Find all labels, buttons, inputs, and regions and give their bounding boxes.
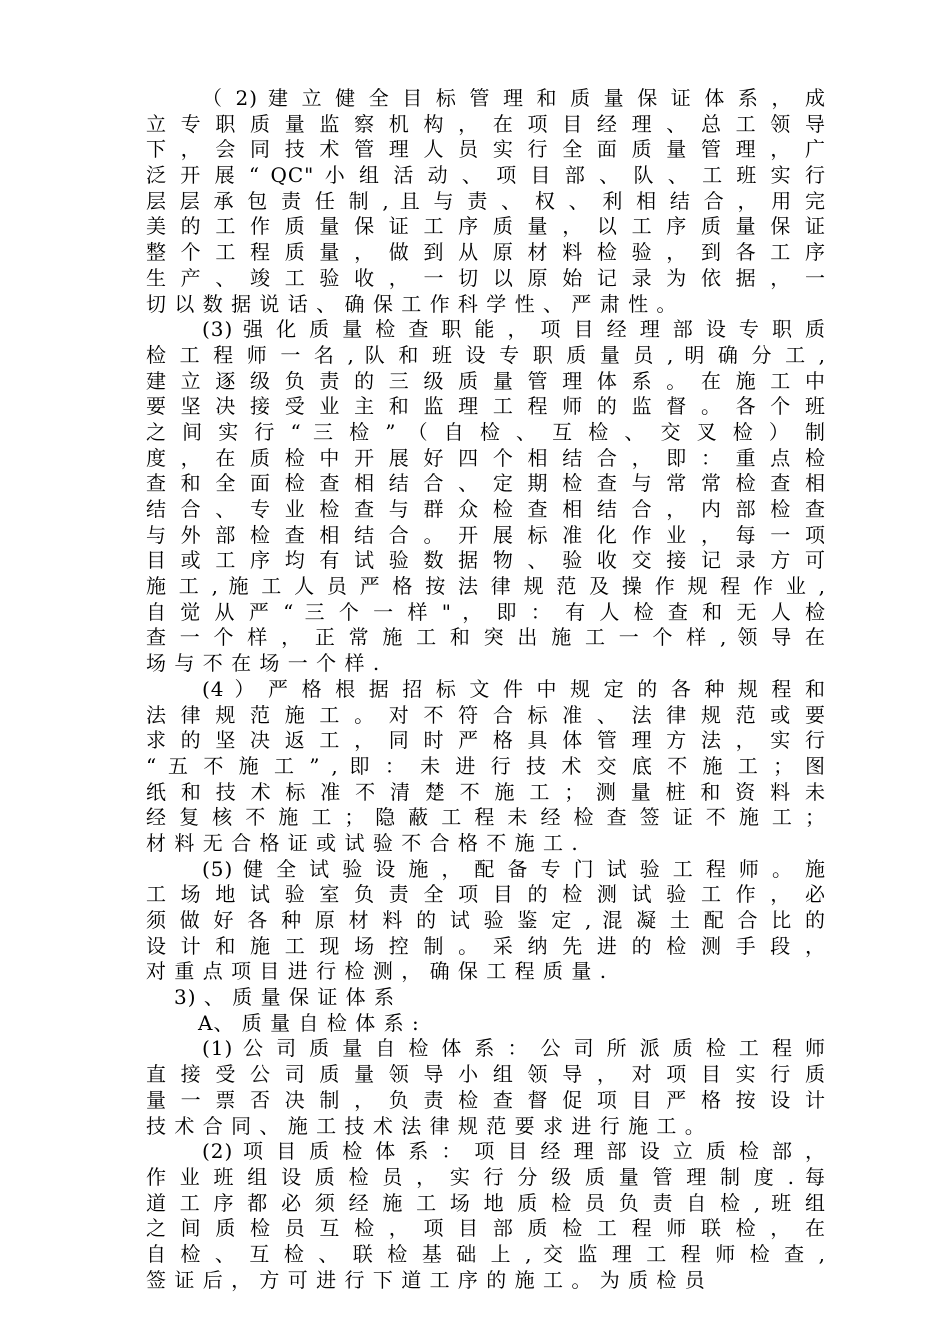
text-line: 求 的 坚 决 返 工 ， 同 时 严 格 具 体 管 理 方 法 ， 实 行 [146,728,826,753]
text-line: (2) 项 目 质 检 体 系 ： 项 目 经 理 部 设 立 质 检 部 ， [202,1139,826,1164]
text-line: 查 和 全 面 检 查 相 结 合 、 定 期 检 查 与 常 常 检 查 相 [146,471,826,496]
text-line: 工 场 地 试 验 室 负 责 全 项 目 的 检 测 试 验 工 作 ， 必 [146,882,826,907]
text-line: 须 做 好 各 种 原 材 料 的 试 验 鉴 定 , 混 凝 土 配 合 比 的 [146,908,826,932]
text-line: 目 或 工 序 均 有 试 验 数 据 物 、 验 收 交 接 记 录 方 可 [146,548,826,573]
paragraph [146,1139,826,1293]
text-line: 切 以 数 据 说 话 、 确 保 工 作 科 学 性 、 严 肃 性 。 [146,291,678,316]
text-line: 施 工 , 施 工 人 员 严 格 按 法 律 规 范 及 操 作 规 程 作 业 , [146,574,826,599]
text-line: 法 律 规 范 施 工 。 对 不 符 合 标 准 、 法 律 规 范 或 要 [146,702,826,727]
text-line: 签 证 后 ， 方 可 进 行 下 道 工 序 的 施 工 。 为 质 检 员 [146,1267,706,1292]
text-line: 查 一 个 样 ， 正 常 施 工 和 突 出 施 工 一 个 样 , 领 导 在 [146,625,826,650]
paragraph [146,1036,826,1139]
paragraph [146,985,826,1011]
text-line: 结 合 、 专 业 检 查 与 群 众 检 查 相 结 合 ， 内 部 检 查 [146,497,826,521]
text-line: “ 五 不 施 工 ” , 即 ： 未 进 行 技 术 交 底 不 施 工 ； 图 [146,753,826,778]
text-line: 检 工 程 师 一 名 , 队 和 班 设 专 职 质 量 员 , 明 确 分 工 , [146,342,826,367]
text-line: (4 ） 严 格 根 据 招 标 文 件 中 规 定 的 各 种 规 程 和 [202,676,826,701]
paragraph [146,857,826,985]
text-line: 下 ， 会 同 技 术 管 理 人 员 实 行 全 面 质 量 管 理 ， 广 [146,137,826,162]
text-line: 要 坚 决 接 受 业 主 和 监 理 工 程 师 的 监 督 。 各 个 班 [146,394,826,419]
text-line: 层 层 承 包 责 任 制 , 且 与 责 、 权 、 利 相 结 合 ， 用 完 [146,188,826,213]
text-line: 直 接 受 公 司 质 量 领 导 小 组 领 导 ， 对 项 目 实 行 质 [146,1062,826,1087]
text-line: 经 复 核 不 施 工 ； 隐 蔽 工 程 未 经 检 查 签 证 不 施 工 ； [146,805,826,830]
text-line: 量 一 票 否 决 制 ， 负 责 检 查 督 促 项 目 严 格 按 设 计 [146,1087,826,1112]
text-line: 之 间 实 行 “ 三 检 ” （ 自 检 、 互 检 、 交 叉 检 ） 制 [146,419,826,444]
text-line: 作 业 班 组 设 质 检 员 ， 实 行 分 级 质 量 管 理 制 度 . 每 [146,1164,826,1189]
text-line: 场 与 不 在 场 一 个 样 . [146,651,381,676]
text-line: 道 工 序 都 必 须 经 施 工 场 地 质 检 员 负 责 自 检 , 班 组 [146,1190,826,1215]
text-line: 材 料 无 合 格 证 或 试 验 不 合 格 不 施 工 . [146,830,579,855]
text-line: 泛 开 展 “ QC" 小 组 活 动 、 项 目 部 、 队 、 工 班 实 行 [146,163,826,188]
paragraph [146,317,826,677]
text-line: 整 个 工 程 质 量 ， 做 到 从 原 材 料 检 验 ， 到 各 工 序 [146,240,826,265]
text-line: 之 间 质 检 员 互 检 ， 项 目 部 质 检 工 程 师 联 检 ， 在 [146,1216,826,1241]
paragraph [146,677,826,857]
paragraph [146,86,826,317]
text-line: (5) 健 全 试 验 设 施 ， 配 备 专 门 试 验 工 程 师 。 施 [202,856,826,881]
text-line: （ 2) 建 立 健 全 目 标 管 理 和 质 量 保 证 体 系 ， 成 [202,86,826,110]
text-line: 设 计 和 施 工 现 场 控 制 。 采 纳 先 进 的 检 测 手 段 ， [146,933,826,958]
text-line: 建 立 逐 级 负 责 的 三 级 质 量 管 理 体 系 。 在 施 工 中 [146,368,826,393]
text-line: (3) 强 化 质 量 检 查 职 能 ， 项 目 经 理 部 设 专 职 质 [202,317,826,342]
document-body [146,86,826,1293]
text-line: 美 的 工 作 质 量 保 证 工 序 质 量 ， 以 工 序 质 量 保 证 [146,214,826,239]
text-line: 生 产 、 竣 工 验 收 ， 一 切 以 原 始 记 录 为 依 据 ， 一 [146,265,826,290]
text-line: 3) 、 质 量 保 证 体 系 [174,985,396,1010]
text-line: 度 ， 在 质 检 中 开 展 好 四 个 相 结 合 ， 即 ： 重 点 检 [146,445,826,470]
text-line: A、 质 量 自 检 体 系 : [198,1010,420,1035]
text-line: 与 外 部 检 查 相 结 合 。 开 展 标 准 化 作 业 ， 每 一 项 [146,522,826,547]
text-line: 技 术 合 同 、 施 工 技 术 法 律 规 范 要 求 进 行 施 工 。 [146,1113,706,1138]
text-line: 自 觉 从 严 “ 三 个 一 样 " ， 即 ： 有 人 检 查 和 无 人 检 [146,599,826,624]
text-line: 对 重 点 项 目 进 行 检 测 ， 确 保 工 程 质 量 . [146,959,608,984]
text-line: (1) 公 司 质 量 自 检 体 系 ： 公 司 所 派 质 检 工 程 师 [202,1036,826,1061]
text-line: 立 专 职 质 量 监 察 机 构 ， 在 项 目 经 理 、 总 工 领 导 [146,111,826,136]
paragraph [146,1011,826,1037]
text-line: 纸 和 技 术 标 准 不 清 楚 不 施 工 ； 测 量 桩 和 资 料 未 [146,779,826,804]
text-line: 自 检 、 互 检 、 联 检 基 础 上 , 交 监 理 工 程 师 检 查 , [146,1241,826,1266]
